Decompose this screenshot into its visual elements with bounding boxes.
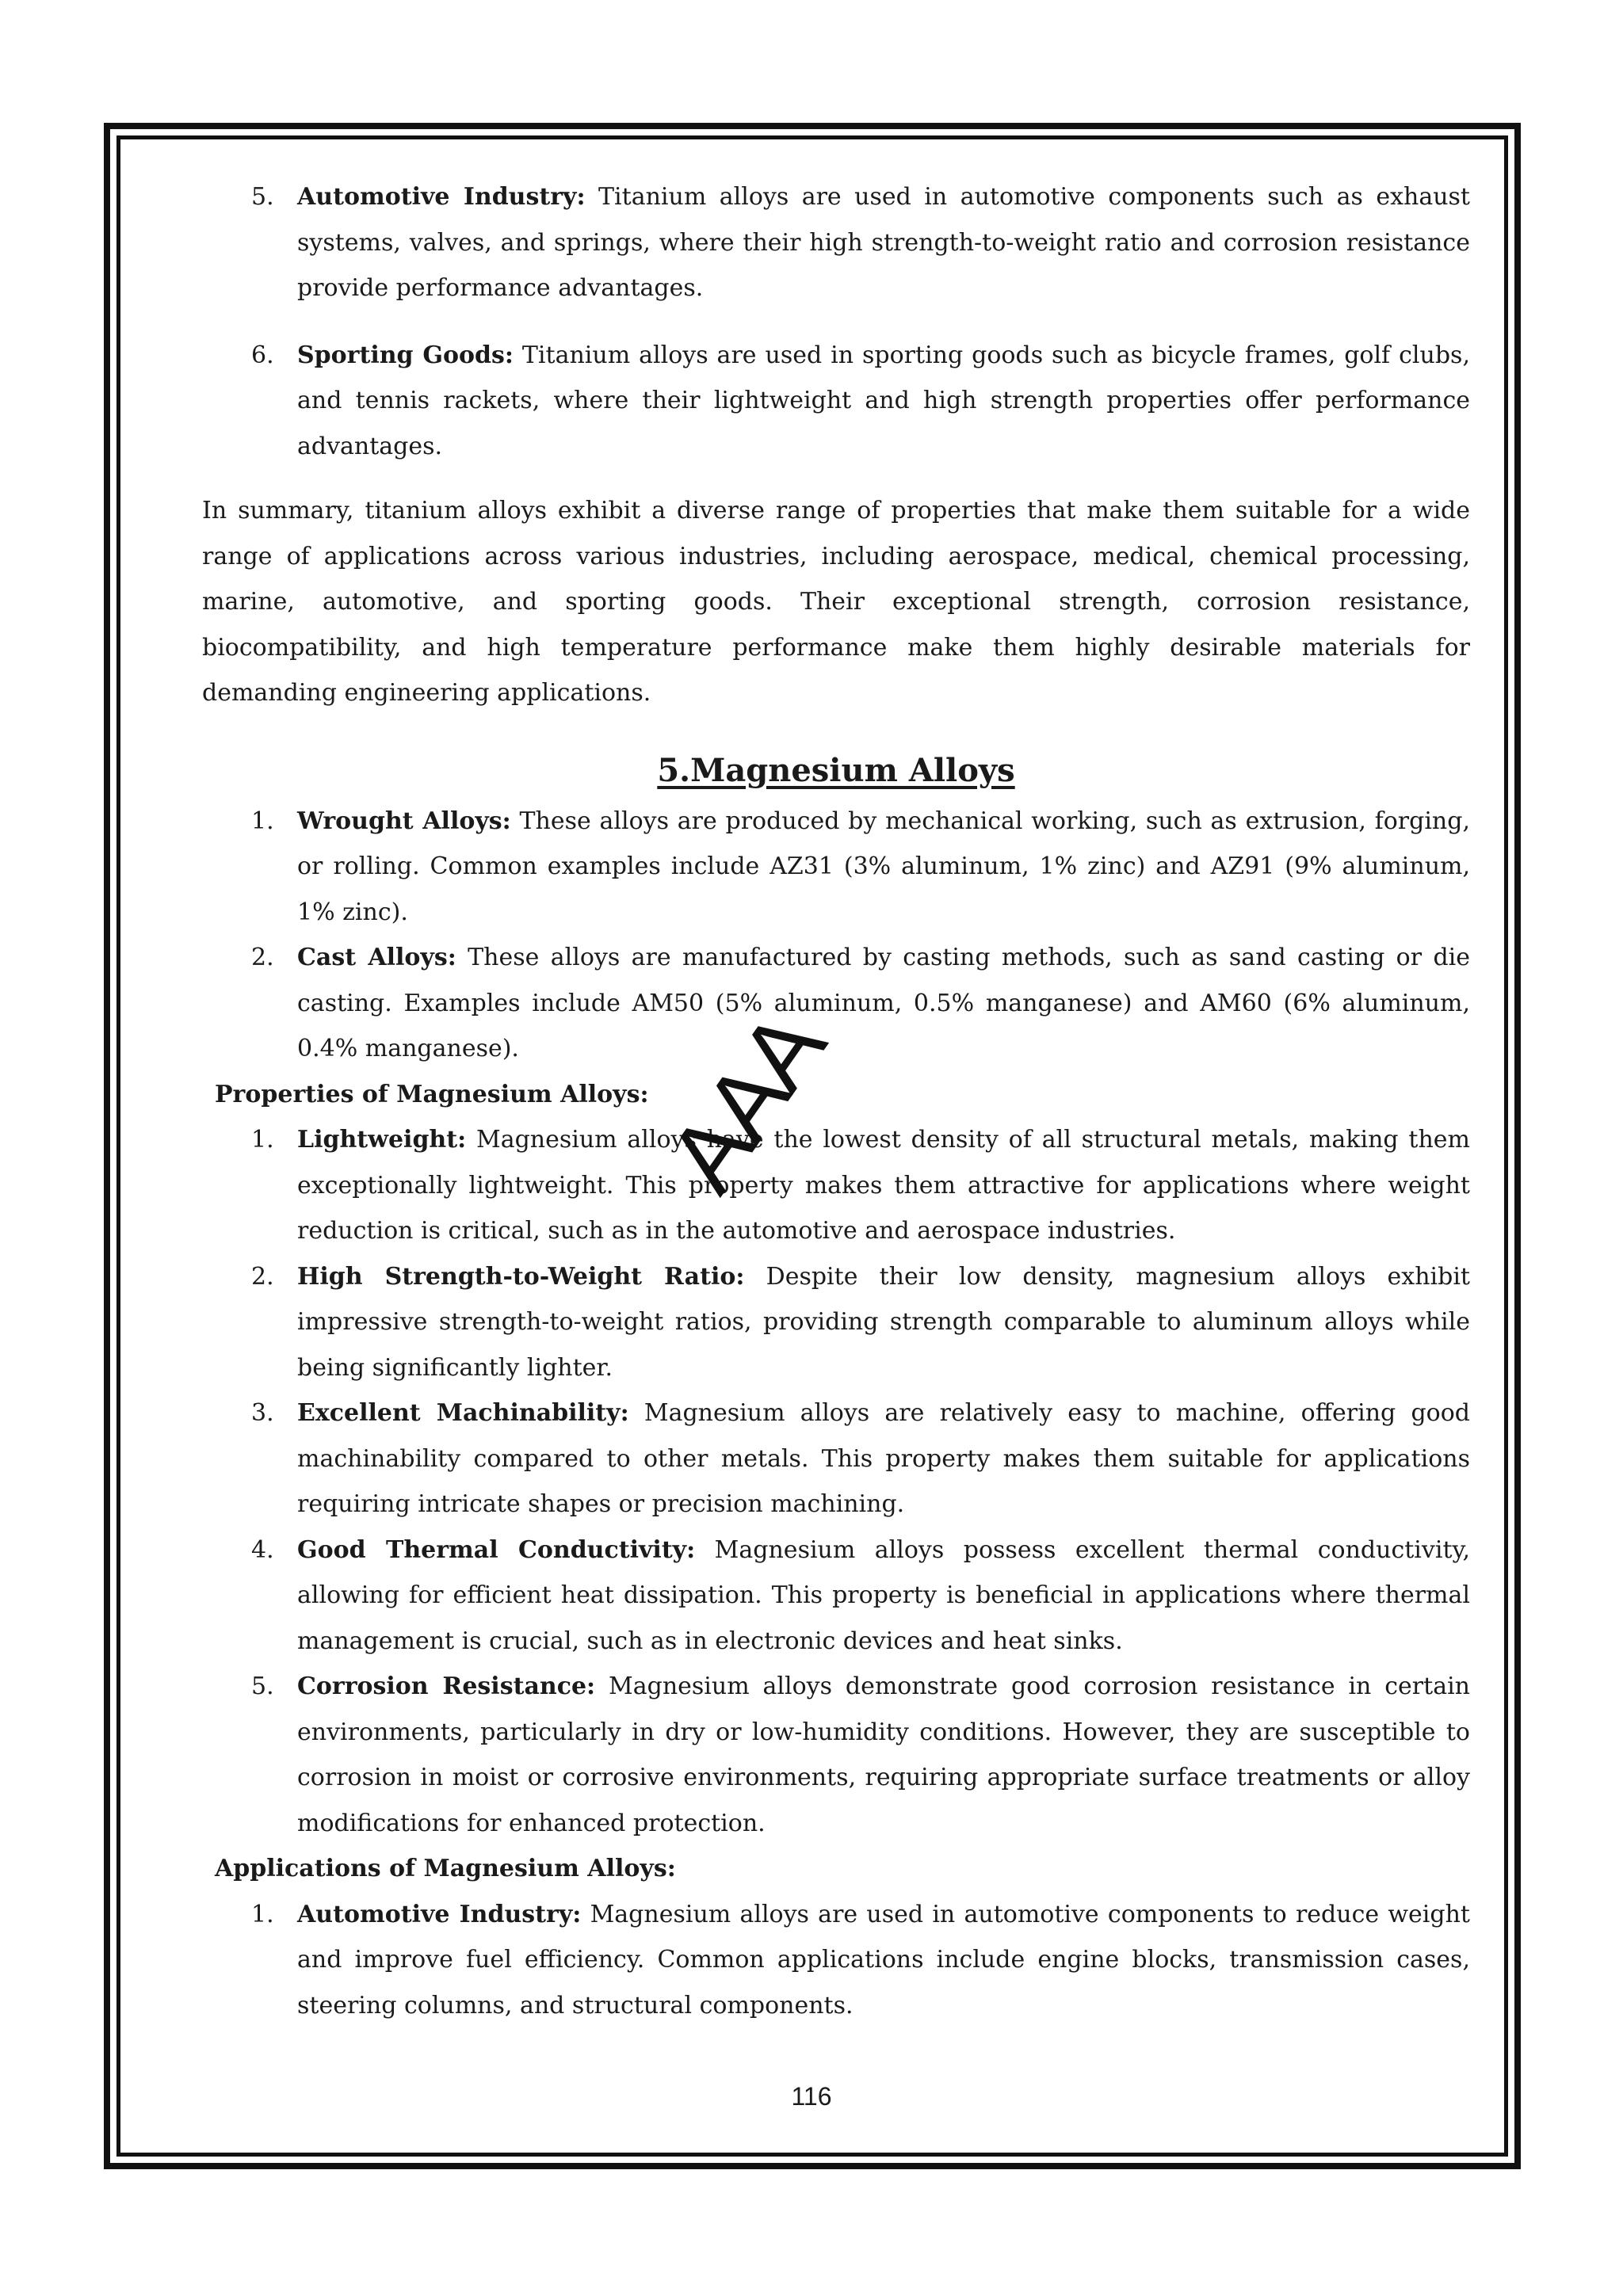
item-text: Titanium alloys are used in automotive components such as exhaust systems, valves, and springs, where their high strength-to-weight ratio and corrosion resistance provide performance advantages. — [297, 183, 1470, 302]
summary-paragraph: In summary, titanium alloys exhibit a diverse range of properties that make them suitable for a wide range of applications across various industries, including aerospace, medical, chemical processing, marine, automotive, and sporting goods. Their exceptional strength, corrosion resistance, biocompatibility, and high temperature performance make them highly desirable materials for demanding engineering applications. — [202, 497, 1470, 707]
applications-list — [202, 1892, 1470, 2029]
item-number: 1. — [251, 1126, 274, 1154]
titanium-applications-list — [202, 174, 1470, 469]
page-content — [202, 174, 1470, 2028]
item-text: Magnesium alloys demonstrate good corrosion resistance in certain environments, particularly in dry or low-humidity conditions. However, they are susceptible to corrosion in moist or corrosive environments, requiring appropriate surface treatments or alloy modifications for enhanced protection. — [297, 1672, 1471, 1837]
item-text: Titanium alloys are used in sporting goods such as bicycle frames, golf clubs, and tennis rackets, where their lightweight and high strength properties offer performance advantages. — [297, 341, 1470, 460]
item-text: Magnesium alloys have the lowest density of all structural metals, making them exceptionally lightweight. This property makes them attractive for applications where weight reduction is critical, such as in the automotive and aerospace industries. — [297, 1126, 1470, 1245]
item-term: Automotive Industry: — [297, 1900, 582, 1928]
item-text: Magnesium alloys are relatively easy to machine, offering good machinability compared to other metals. This property makes them suitable for applications requiring intricate shapes or precision machining. — [297, 1399, 1470, 1518]
watermark-stamp: AAA — [647, 994, 846, 1211]
list-item — [202, 1892, 1470, 2029]
item-term: Wrought Alloys: — [297, 807, 511, 835]
page-number: 116 — [791, 2082, 832, 2111]
item-number: 2. — [251, 944, 274, 971]
applications-heading: Applications of Magnesium Alloys: — [215, 1855, 676, 1882]
section-heading: 5.Magnesium Alloys — [657, 751, 1015, 789]
item-term: Cast Alloys: — [297, 944, 456, 971]
item-term: Corrosion Resistance: — [297, 1672, 596, 1700]
list-item — [202, 333, 1470, 470]
item-term: Good Thermal Conductivity: — [297, 1535, 696, 1564]
item-term: Lightweight: — [297, 1126, 467, 1154]
item-number: 1. — [251, 807, 274, 835]
item-number: 2. — [251, 1262, 274, 1291]
item-number: 5. — [251, 183, 274, 211]
list-item — [202, 174, 1470, 311]
list-item — [202, 1117, 1470, 1254]
item-text: Magnesium alloys are used in automotive components to reduce weight and improve fuel efficiency. Common applications include engine blocks, transmission cases, steering columns, and structural components. — [297, 1900, 1470, 2019]
list-item — [202, 1390, 1470, 1527]
item-text: These alloys are produced by mechanical working, such as extrusion, forging, or rolling. Common examples include AZ31 (3% aluminum, 1% zinc) and AZ91 (9% aluminum, 1% zinc). — [297, 807, 1470, 926]
item-text: Despite their low density, magnesium alloys exhibit impressive strength-to-weight ratios, providing strength comparable to aluminum alloys while being significantly lighter. — [297, 1262, 1470, 1382]
item-number: 1. — [251, 1900, 274, 1928]
magnesium-types-list — [202, 799, 1470, 1072]
item-term: High Strength-to-Weight Ratio: — [297, 1262, 745, 1291]
list-item — [202, 1527, 1470, 1665]
list-item — [202, 1664, 1470, 1846]
item-term: Excellent Machinability: — [297, 1399, 629, 1427]
item-number: 6. — [251, 341, 274, 369]
list-item — [202, 1254, 1470, 1391]
item-term: Sporting Goods: — [297, 341, 514, 369]
item-text: These alloys are manufactured by casting methods, such as sand casting or die casting. Examples include AM50 (5% aluminum, 0.5% manganese) and AM60 (6% aluminum, 0.4% manganese). — [297, 944, 1470, 1062]
item-number: 3. — [251, 1399, 274, 1427]
item-number: 4. — [251, 1535, 274, 1564]
item-term: Automotive Industry: — [297, 183, 586, 211]
properties-list — [202, 1117, 1470, 1846]
item-text: Magnesium alloys possess excellent thermal conductivity, allowing for efficient heat dissipation. This property is beneficial in applications where thermal management is crucial, such as in electronic devices and heat sinks. — [297, 1535, 1471, 1655]
item-number: 5. — [251, 1672, 274, 1700]
list-item — [202, 799, 1470, 936]
properties-heading: Properties of Magnesium Alloys: — [215, 1080, 649, 1108]
